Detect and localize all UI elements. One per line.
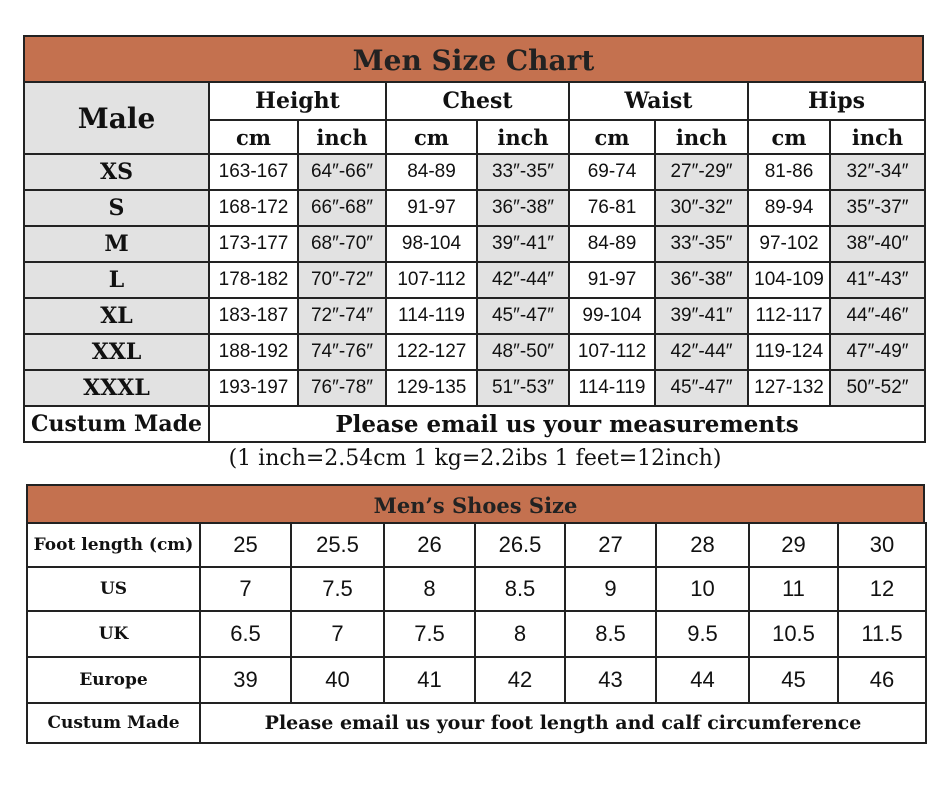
shoes-value-cell: 11 xyxy=(749,567,838,611)
size-value-cell: 44″-46″ xyxy=(830,298,925,334)
unit-header: inch xyxy=(477,120,569,154)
shoes-value-cell: 9 xyxy=(565,567,656,611)
size-value-cell: 129-135 xyxy=(386,370,477,406)
group-header-height: Height xyxy=(209,82,386,120)
shoes-value-cell: 8 xyxy=(475,611,565,657)
size-value-cell: 193-197 xyxy=(209,370,298,406)
size-value-cell: 32″-34″ xyxy=(830,154,925,190)
size-rows xyxy=(24,154,925,406)
size-value-cell: 45″-47″ xyxy=(477,298,569,334)
size-value-cell: 36″-38″ xyxy=(477,190,569,226)
corner-label: Male xyxy=(24,82,209,154)
shoes-row-label: UK xyxy=(27,611,200,657)
shoes-value-cell: 43 xyxy=(565,657,656,703)
size-value-cell: 41″-43″ xyxy=(830,262,925,298)
shoes-custom-text: Please email us your foot length and calf circumference xyxy=(200,703,926,743)
size-value-cell: 39″-41″ xyxy=(477,226,569,262)
size-value-cell: 163-167 xyxy=(209,154,298,190)
size-value-cell: 42″-44″ xyxy=(477,262,569,298)
shoes-chart-title: Men’s Shoes Size xyxy=(26,484,925,522)
size-value-cell: 173-177 xyxy=(209,226,298,262)
shoes-value-cell: 30 xyxy=(838,523,926,567)
shoes-value-cell: 8 xyxy=(384,567,475,611)
size-custom-text: Please email us your measurements xyxy=(209,406,925,442)
size-value-cell: 76-81 xyxy=(569,190,655,226)
shoes-value-cell: 28 xyxy=(656,523,749,567)
size-chart-title: Men Size Chart xyxy=(23,35,924,81)
size-label: XL xyxy=(24,298,209,334)
shoes-value-cell: 27 xyxy=(565,523,656,567)
size-value-cell: 81-86 xyxy=(748,154,830,190)
size-value-cell: 50″-52″ xyxy=(830,370,925,406)
size-value-cell: 76″-78″ xyxy=(298,370,386,406)
size-value-cell: 35″-37″ xyxy=(830,190,925,226)
size-value-cell: 51″-53″ xyxy=(477,370,569,406)
group-header-hips: Hips xyxy=(748,82,925,120)
shoes-value-cell: 46 xyxy=(838,657,926,703)
shoes-value-cell: 6.5 xyxy=(200,611,291,657)
size-value-cell: 114-119 xyxy=(386,298,477,334)
shoes-value-cell: 10 xyxy=(656,567,749,611)
men-size-chart xyxy=(23,35,924,443)
unit-header: inch xyxy=(298,120,386,154)
size-label: S xyxy=(24,190,209,226)
shoes-row xyxy=(27,567,926,611)
shoes-table xyxy=(26,522,927,744)
size-row xyxy=(24,226,925,262)
size-value-cell: 122-127 xyxy=(386,334,477,370)
size-value-cell: 45″-47″ xyxy=(655,370,748,406)
shoes-value-cell: 7 xyxy=(200,567,291,611)
size-row xyxy=(24,154,925,190)
size-value-cell: 107-112 xyxy=(386,262,477,298)
size-value-cell: 38″-40″ xyxy=(830,226,925,262)
shoes-row xyxy=(27,657,926,703)
size-value-cell: 168-172 xyxy=(209,190,298,226)
size-value-cell: 183-187 xyxy=(209,298,298,334)
size-row xyxy=(24,370,925,406)
size-row xyxy=(24,190,925,226)
size-label: M xyxy=(24,226,209,262)
shoes-value-cell: 7.5 xyxy=(291,567,384,611)
shoes-value-cell: 8.5 xyxy=(475,567,565,611)
size-value-cell: 91-97 xyxy=(569,262,655,298)
shoes-row xyxy=(27,523,926,567)
size-custom-label: Custum Made xyxy=(24,406,209,442)
shoes-value-cell: 25 xyxy=(200,523,291,567)
shoes-value-cell: 26 xyxy=(384,523,475,567)
size-value-cell: 114-119 xyxy=(569,370,655,406)
shoes-value-cell: 8.5 xyxy=(565,611,656,657)
size-value-cell: 112-117 xyxy=(748,298,830,334)
shoes-row xyxy=(27,611,926,657)
mens-shoes-size-chart xyxy=(26,484,925,744)
size-table xyxy=(23,81,926,443)
size-label: L xyxy=(24,262,209,298)
shoes-row-label: Foot length (cm) xyxy=(27,523,200,567)
shoes-custom-label: Custum Made xyxy=(27,703,200,743)
size-value-cell: 39″-41″ xyxy=(655,298,748,334)
unit-header: inch xyxy=(655,120,748,154)
shoes-value-cell: 44 xyxy=(656,657,749,703)
shoes-value-cell: 25.5 xyxy=(291,523,384,567)
group-header-row xyxy=(24,82,925,120)
shoes-value-cell: 41 xyxy=(384,657,475,703)
size-value-cell: 107-112 xyxy=(569,334,655,370)
shoes-row-label: US xyxy=(27,567,200,611)
unit-header: cm xyxy=(209,120,298,154)
shoes-value-cell: 9.5 xyxy=(656,611,749,657)
size-value-cell: 70″-72″ xyxy=(298,262,386,298)
size-row xyxy=(24,298,925,334)
size-value-cell: 89-94 xyxy=(748,190,830,226)
unit-header: cm xyxy=(569,120,655,154)
size-value-cell: 119-124 xyxy=(748,334,830,370)
shoes-value-cell: 45 xyxy=(749,657,838,703)
shoes-custom-row xyxy=(27,703,926,743)
shoes-value-cell: 39 xyxy=(200,657,291,703)
size-value-cell: 74″-76″ xyxy=(298,334,386,370)
size-value-cell: 42″-44″ xyxy=(655,334,748,370)
shoes-value-cell: 26.5 xyxy=(475,523,565,567)
size-row xyxy=(24,262,925,298)
unit-header: cm xyxy=(386,120,477,154)
size-value-cell: 48″-50″ xyxy=(477,334,569,370)
size-value-cell: 84-89 xyxy=(386,154,477,190)
group-header-chest: Chest xyxy=(386,82,569,120)
size-label: XXL xyxy=(24,334,209,370)
size-value-cell: 91-97 xyxy=(386,190,477,226)
size-value-cell: 178-182 xyxy=(209,262,298,298)
size-value-cell: 27″-29″ xyxy=(655,154,748,190)
size-value-cell: 66″-68″ xyxy=(298,190,386,226)
size-row xyxy=(24,334,925,370)
shoes-value-cell: 12 xyxy=(838,567,926,611)
shoes-value-cell: 7.5 xyxy=(384,611,475,657)
shoes-value-cell: 10.5 xyxy=(749,611,838,657)
size-value-cell: 188-192 xyxy=(209,334,298,370)
size-value-cell: 68″-70″ xyxy=(298,226,386,262)
size-value-cell: 47″-49″ xyxy=(830,334,925,370)
unit-header: cm xyxy=(748,120,830,154)
size-value-cell: 30″-32″ xyxy=(655,190,748,226)
unit-header: inch xyxy=(830,120,925,154)
shoes-row-label: Europe xyxy=(27,657,200,703)
shoes-value-cell: 11.5 xyxy=(838,611,926,657)
size-value-cell: 84-89 xyxy=(569,226,655,262)
size-value-cell: 33″-35″ xyxy=(477,154,569,190)
shoes-value-cell: 7 xyxy=(291,611,384,657)
shoes-value-cell: 42 xyxy=(475,657,565,703)
size-value-cell: 104-109 xyxy=(748,262,830,298)
size-value-cell: 98-104 xyxy=(386,226,477,262)
size-value-cell: 127-132 xyxy=(748,370,830,406)
size-value-cell: 36″-38″ xyxy=(655,262,748,298)
size-value-cell: 97-102 xyxy=(748,226,830,262)
size-value-cell: 69-74 xyxy=(569,154,655,190)
size-value-cell: 33″-35″ xyxy=(655,226,748,262)
conversion-note: (1 inch=2.54cm 1 kg=2.2ibs 1 feet=12inch) xyxy=(228,446,722,471)
shoes-rows xyxy=(27,523,926,703)
size-value-cell: 72″-74″ xyxy=(298,298,386,334)
group-header-waist: Waist xyxy=(569,82,748,120)
size-label: XS xyxy=(24,154,209,190)
size-value-cell: 64″-66″ xyxy=(298,154,386,190)
size-value-cell: 99-104 xyxy=(569,298,655,334)
shoes-value-cell: 40 xyxy=(291,657,384,703)
shoes-value-cell: 29 xyxy=(749,523,838,567)
size-label: XXXL xyxy=(24,370,209,406)
size-custom-row xyxy=(24,406,925,442)
